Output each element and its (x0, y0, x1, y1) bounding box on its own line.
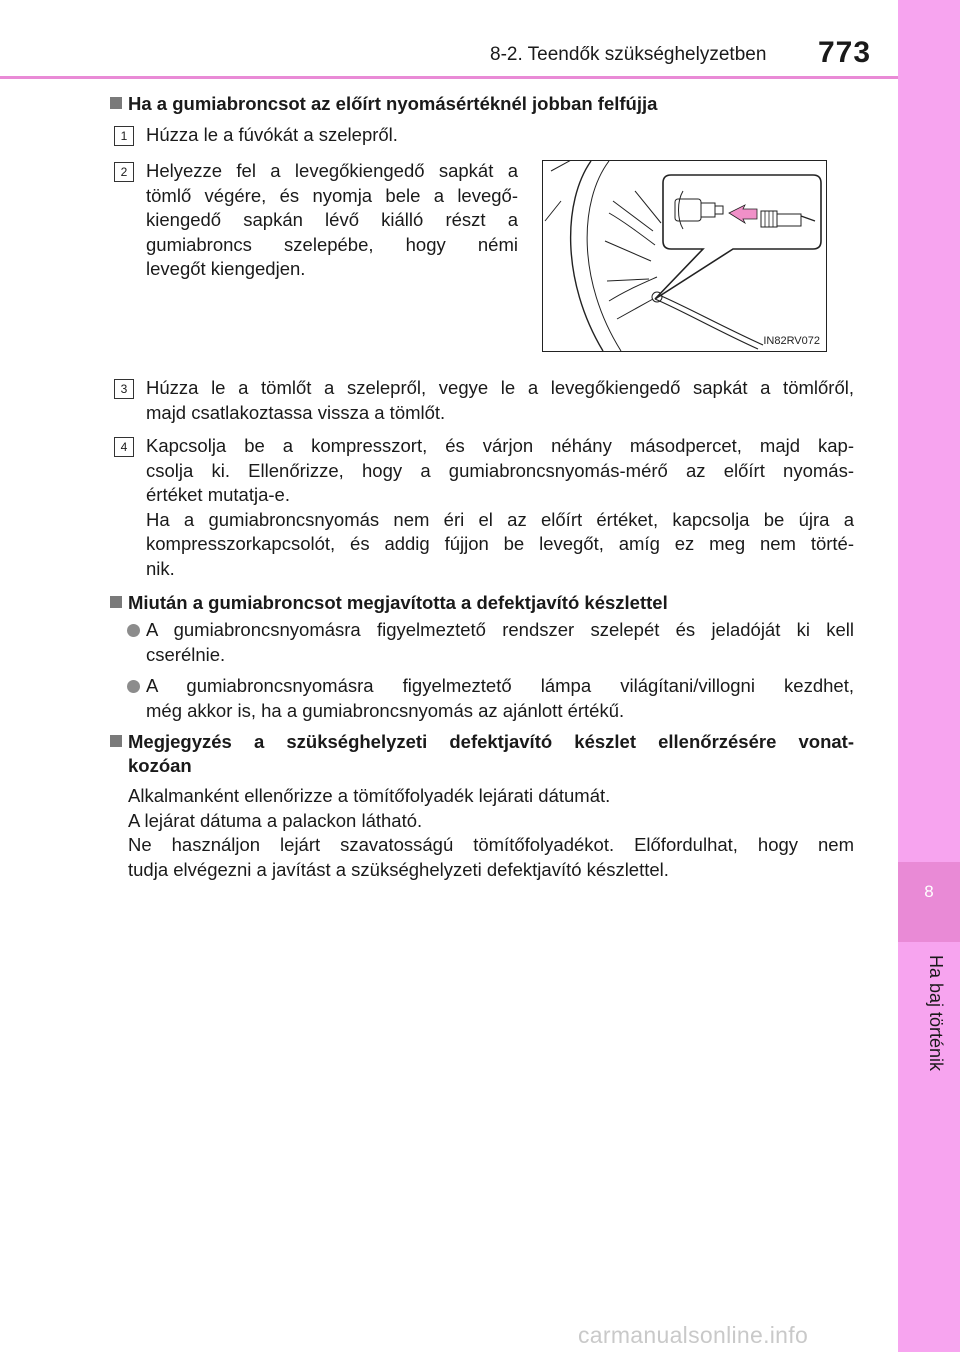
round-bullet-icon (127, 680, 140, 693)
step-number-2: 2 (114, 162, 134, 182)
step-number-1: 1 (114, 126, 134, 146)
kit-check-paragraph (128, 784, 854, 882)
step-4-line: kompresszorkapcsolót, és addig fújjon be levegőt, amíg ez meg nem törté- (146, 533, 854, 554)
section-heading-kit-check (110, 730, 854, 778)
bullet-1-text (146, 618, 854, 667)
section-heading-text: Ha a gumiabroncsot az előírt nyomásértéknél jobban felfújja (128, 93, 658, 114)
step-3-line: majd csatlakoztassa vissza a tömlőt. (146, 401, 446, 423)
square-bullet-icon (110, 97, 122, 109)
step-4-line: értéket mutatja-e. (146, 484, 290, 505)
step-4-line: Ha a gumiabroncsnyomás nem éri el az előírt értéket, kapcsolja be újra a (146, 508, 854, 530)
watermark: carmanualsonline.info (578, 1322, 809, 1348)
figure-code: IN82RV072 (763, 335, 820, 347)
step-2-line: tömlő végére, és nyomja bele a levegő- (146, 184, 518, 206)
step-2-line: Helyezze fel a levegőkiengedő sapkát a (146, 160, 518, 181)
round-bullet-icon (127, 624, 140, 637)
step-4-text (146, 434, 854, 581)
bullet-line: cserélnie. (146, 643, 226, 665)
step-2-line: gumiabroncs szelepébe, hogy némi (146, 233, 518, 255)
square-bullet-icon (110, 596, 122, 608)
page-number: 773 (818, 36, 872, 69)
step-2-line: kiengedő sapkán lévő kiálló részt a (146, 209, 518, 230)
chapter-title: Ha baj történik (926, 955, 946, 1072)
step-3-line: Húzza le a tömlőt a szelepről, vegye le a levegőkiengedő sapkát a tömlőről, (146, 377, 854, 398)
paragraph-line: tudja elvégezni a javítást a szükséghelyzeti defektjavító készlettel. (128, 858, 669, 880)
bullet-line: A gumiabroncsnyomásra figyelmeztető lámpa világítani/villogni kezdhet, (146, 675, 854, 696)
section-heading-line: kozóan (128, 755, 192, 776)
step-number-4: 4 (114, 437, 134, 457)
step-2-text (146, 159, 518, 282)
step-4-line: csolja ki. Ellenőrizze, hogy a gumiabroncsnyomás-mérő az előírt nyomás- (146, 459, 854, 481)
bullet-line: még akkor is, ha a gumiabroncsnyomás az ajánlott értékű. (146, 699, 625, 721)
step-3-text (146, 376, 854, 425)
tire-valve-drawing (543, 161, 826, 351)
chapter-side-tab (898, 0, 960, 1352)
section-heading-line (110, 730, 854, 754)
step-2-line: levegőt kiengedjen. (146, 258, 306, 279)
section-heading-overinflated (110, 92, 657, 116)
square-bullet-icon (110, 735, 122, 747)
bullet-2-text (146, 674, 854, 723)
paragraph-line: A lejárat dátuma a palackon látható. (128, 809, 423, 831)
header-rule (0, 76, 898, 79)
chapter-tab-highlight[interactable] (898, 862, 960, 942)
tire-valve-illustration (542, 160, 827, 352)
section-heading-text: Megjegyzés a szükséghelyzeti defektjavító készlet ellenőrzésére vonat- (128, 731, 854, 752)
section-heading-after-repair (110, 591, 668, 615)
section-heading-text: Miután a gumiabroncsot megjavította a defektjavító készlettel (128, 592, 668, 613)
step-1-text: Húzza le a fúvókát a szelepről. (146, 124, 398, 145)
bullet-line: A gumiabroncsnyomásra figyelmeztető rendszer szelepét és jeladóját ki kell (146, 619, 854, 640)
step-4-line: nik. (146, 557, 175, 579)
paragraph-line: Ne használjon lejárt szavatosságú tömítőfolyadékot. Előfordulhat, hogy nem (128, 834, 854, 855)
paragraph-line: Alkalmanként ellenőrizze a tömítőfolyadék lejárati dátumát. (128, 785, 611, 806)
chapter-number: 8 (924, 882, 934, 901)
step-number-3: 3 (114, 379, 134, 399)
header-section-title: 8-2. Teendők szükséghelyzetben (490, 44, 767, 65)
step-4-line: Kapcsolja be a kompresszort, és várjon néhány másodpercet, majd kap- (146, 435, 854, 456)
